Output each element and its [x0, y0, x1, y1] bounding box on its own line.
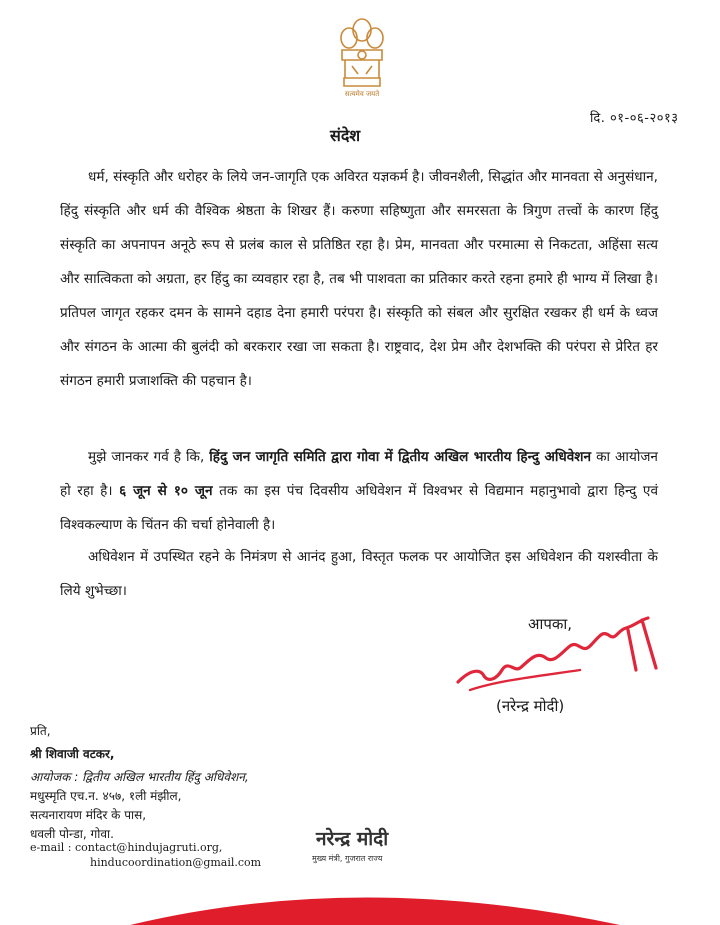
letter-heading: संदेश [330, 126, 361, 145]
email-line-2: hinducoordination@gmail.com [90, 856, 262, 869]
paragraph-2-part-a: मुझे जानकर गर्व है कि, [88, 449, 210, 465]
decorative-red-arc [0, 880, 720, 925]
address-line-1: आयोजक : द्वितीय अखिल भारतीय हिंदु अधिवेशन, [30, 770, 249, 784]
addressee-name: श्री शिवाजी वटकर, [30, 747, 115, 761]
paragraph-2-dates: ६ जून से १० जून [119, 483, 213, 499]
address-line-4: धवली पोन्डा, गोवा. [30, 827, 114, 841]
paragraph-2-part-e: तक का इस पंच दिवसीय अधिवेशन में विश्वभर से विद्यमान महानुभावो द्वारा हिन्दु एवं विश्वकल्याण के चिंतन की चर्चा होनेवाली है। [60, 483, 658, 533]
address-line-3: सत्यनारायण मंदिर के पास, [30, 808, 147, 822]
signatory-name: (नरेन्द्र मोदी) [496, 697, 565, 715]
paragraph-2-part-c: का आयोजन हो रहा है। [60, 449, 658, 499]
handwritten-signature [450, 610, 680, 700]
letter-date: दि. ०१-०६-२०१३ [590, 111, 679, 126]
emblem-motto: सत्यमेव जयते [344, 90, 380, 98]
paragraph-1: धर्म, संस्कृति और धरोहर के लिये जन-जागृति एक अविरत यज्ञकर्म है। जीवनशैली, सिद्धांत और मानवता से अनुसंधान, हिंदु संस्कृति और धर्म की वैश्विक श्रेष्ठता के शिखर हैं। करुणा सहिष्णुता और समरसता के त्रिगुण तत्त्वों के कारण हिंदु संस्कृति का अपनापन अनूठे रूप से प्रलंब काल से प्रतिष्ठित रहा है। प्रेम, मानवता और परमात्मा से निकटता, अहिंसा सत्य और सात्विकता को अग्रता, हर हिंदु का व्यवहार रहा है, तब भी पाशवता का प्रतिकार करते रहना हमारे ही भाग्य में लिखा है। प्रतिपल जागृत रहकर दमन के सामने दहाड देना हमारी परंपरा है। संस्कृति को संबल और सुरक्षित रखकर ही धर्म के ध्वज और संगठन के आत्मा की बुलंदी को बरकरार रखा जा सकता है। राष्ट्रवाद, देश प्रेम और देशभक्ति की परंपरा से प्रेरित हर संगठन हमारी प्रजाशक्ति की पहचान है। [60, 169, 658, 389]
address-line-2: मधुस्मृति एच.न. ४५७, १ली मंझील, [30, 789, 182, 803]
footer-name: नरेन्द्र मोदी [316, 828, 389, 850]
paragraph-2 [60, 440, 658, 542]
paragraph-3: अधिवेशन में उपस्थित रहने के निमंत्रण से आनंद हुआ, विस्तृत फलक पर आयोजित इस अधिवेशन की यशस्वीता के लिये शुभेच्छा। [60, 549, 658, 599]
address-to: प्रति, [30, 724, 51, 738]
closing-label: आपका, [528, 615, 573, 633]
footer-title: मुख्य मंत्री, गुजरात राज्य [312, 854, 383, 863]
email-line-1: e-mail : contact@hindujagruti.org, [30, 841, 223, 854]
paragraph-2-event-name: हिंदु जन जागृति समिति द्वारा गोवा में द्वितीय अखिल भारतीय हिन्दु अधिवेशन [209, 449, 592, 465]
email-block [30, 840, 261, 870]
